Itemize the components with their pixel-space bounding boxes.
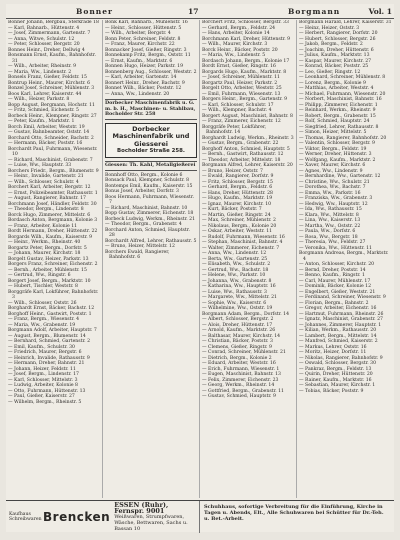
directory-entry: Bordasch Johann, Bergm., Kolonie 17 [202, 58, 290, 64]
directory-entry: — Fritz, Schlosser, Bergstr. 15 [202, 179, 273, 185]
directory-entry: — Theodor, Bergm., Grabenstr. 4 [105, 222, 182, 228]
directory-entry: — Matthias, Arbeiter, Weststr. 4 [299, 86, 374, 91]
directory-entry: — Lorenz, Bergm., Kolonie 9 [299, 80, 366, 86]
directory-entry: — Wilhelmine, Ww., Oststr. 19 [202, 306, 273, 311]
directory-entry: — Luise, Ww., Rathausstr. 3 [202, 289, 267, 295]
directory-entry: — Philipp, Zimmerer, Eichenstr. 1 [299, 102, 378, 108]
directory-entry: — Johann, Heizer, Feldstr. 11 [8, 366, 76, 372]
directory-entry: — Hubert, Tischler, Weststr. 8 [8, 284, 78, 289]
directory-entry: Borgert August, Maschinist, Bahnstr. 8 [202, 113, 293, 119]
directory-entry: — Wilh., Schlosser, Schulstr. 4 [8, 179, 79, 185]
directory-entry: Bonnenberg Aug., Schlosser, Weststr. 2 [105, 69, 197, 75]
directory-entry: — Dorothea, Ww., Bachstr. 7 [299, 185, 366, 190]
directory-entry: — Franziska, Ww., Grabenstr. 3 [299, 196, 373, 201]
header-left-name: Bonner [76, 7, 113, 16]
directory-entry: — Sebastian, Maurer, Kirchstr. 1 [299, 383, 376, 388]
directory-entry: — Fritz, Schmied, Eichenstr. 5 [8, 108, 79, 113]
directory-entry: Bontemps Emil, Kaufm., Kaiserstr. 15 [105, 183, 193, 189]
directory-entry: — Gustav, Bahnbeamter, Oststr. 14 [8, 130, 90, 135]
directory-entry: — Eugen, Maschinist, Bahnstr. 13 [202, 372, 281, 377]
directory-entry: — Pankraz, Bergm., Feldstr. 13 [299, 366, 372, 372]
column-2 [103, 20, 200, 498]
directory-entry: — Josef, Schreiner, Mühlenstr. 11 [202, 75, 280, 80]
directory-entry: Bonnert Heinr., Dreher, Bachstr. 9 [105, 80, 185, 86]
directory-entry: — Karl, Bahnarb., Hüttenstr. 4 [8, 25, 80, 31]
directory-entry: — Ignatz, Maschinist, Grabenstr. 27 [299, 317, 383, 322]
directory-entry: — Norbert, Maschinist, Bahnstr. 16 [299, 97, 382, 102]
directory-entry: Bordt Hermann, Dreher, Hüttenstr. 22 [8, 229, 98, 234]
directory-entry: Bontrup Heinr., Maurer, Kirchstr. 6 [8, 80, 91, 86]
directory-entry: — Josef, Bergm., Lindenstr. 17 [8, 372, 79, 377]
directory-entry: — Bernhardine, Ww., Gartenstr. 12 [299, 174, 381, 179]
directory-entry: Borchers Friedr., Bergm., Blumenstr. 9 [8, 168, 99, 174]
directory-entry: Bonsack Paul, Klempner, Schulstr. 8 [105, 178, 190, 184]
directory-entry: — Richard, Maschinist, Grabenstr. 7 [8, 157, 93, 163]
directory-entry: — Karl, Arbeiter, Gartenstr. 14 [105, 75, 177, 80]
directory-entry: — Viktor, Bergm., Feldstr. 19 [299, 146, 367, 152]
directory-entry: Borchardt Paul, Fuhrmann, Wiesenstr. 10 [8, 146, 98, 157]
directory-entry: Bonsmann Ernst, Kaufm., Bahnhofstr. 31 [8, 53, 96, 64]
directory-entry: — Veronika, Ww., Hüttenstr. 11 [299, 245, 372, 251]
directory-entry: Borghoff Heinr., Gastwirt, Poststr. 1 [8, 311, 92, 317]
directory-entry: — Xaver, Maurer, Kirchstr. 6 [299, 163, 366, 168]
directory-entry: — Wilhelm, Bergm., Rheinstr. 5 [8, 399, 82, 405]
directory-entry: — Florian, Bergm., Bahnstr. 2 [299, 300, 369, 306]
directory-entry: Bonk Karl, Bahnarb., Mühlenstr. 16 [105, 20, 188, 25]
directory-entry: Borghardt Ludwig, Werkm., Rheinstr. 3 [202, 135, 294, 141]
directory-entry: Borgmann Adolf, Arbeiter, Hauptstr. 7 [8, 328, 97, 333]
ad-company-address: Bocholder Straße 258. [117, 148, 185, 155]
directory-entry: — Bruno, Heizer, Oststr. 7 [202, 168, 263, 174]
directory-entry: — Helene, Ww., Parkstr. 10 [202, 273, 266, 278]
directory-entry: Bopp August, Bergmann, Hochstr. 11 [8, 102, 95, 108]
directory-entry: Borgartz Peter, Bergm., Dorfstr. 5 [8, 245, 87, 251]
directory-entry: — Johann, Maurer, Kirchstr. 18 [8, 251, 81, 256]
directory-entry: — Martha, Ww., Oststr. 22 [299, 223, 361, 229]
directory-entry: — Karl, Schlosser, Mittelstr. 3 [8, 377, 78, 383]
directory-entry: — Eduard, Arbeiter, Weststr. 16 [202, 361, 276, 366]
directory-entry: — Heinr., Invalide, Gartenstr. 21 [8, 174, 84, 179]
directory-entry: Borgards Hugo, Kaufm., Marktstr. 8 [202, 69, 287, 75]
directory-entry: — Leo, Gießer, Ringstr. 12 [299, 69, 361, 75]
directory-entry: — Benno, Kaufm., Ringstr. 1 [299, 273, 365, 278]
directory-entry: Bonnacker Josef, Gießer, Ringstr. 3 [105, 47, 187, 53]
directory-entry: — Gerhard, Bergm., Feldstr. 24 [202, 25, 276, 31]
directory-entry: — Ernst, Polizeibeamter, Rathausstr. 1 [8, 190, 98, 196]
directory-entry: — Gustav, Bergm., Grabenstr. 22 [202, 141, 279, 146]
directory-entry: — Oskar, Arbeiter, Weststr. 11 [202, 229, 273, 234]
directory-entry: — Maria, Ww., Grabenstr. 19 [8, 322, 76, 328]
directory-entry: — Julius, Kaufm., Marktstr. 13 [299, 53, 370, 58]
directory-entry: — Clemens, Gießer, Ringstr. 9 [202, 344, 272, 350]
directory-entry: — Ludwig, Arbeiter, Kolonie 8 [8, 383, 78, 388]
advertisement-footer [6, 500, 394, 533]
directory-entry: — Hubert, Schlosser, Bergstr. 26 [299, 36, 376, 42]
directory-entry: Borgmann Adam, Bergm., Dorfstr. 14 [202, 311, 289, 317]
directory-entry: — Arnold, Kaufm., Marktstr. 26 [202, 328, 276, 333]
directory-entry: Borgelt Otto, Arbeiter, Weststr. 25 [202, 86, 282, 91]
directory-entry: — Thomas, Rangierer, Bahnhofstr. 20 [299, 135, 387, 141]
directory-entry: Borchard Otto, Schneider, Bachstr. 2 [8, 135, 94, 141]
directory-entry: Bonnhoff Otto, Bergm., Kolonie 6 [105, 172, 183, 178]
directory-entry: Borghardt Ernst, Bäcker, Bachstr. 12 [8, 306, 95, 311]
directory-entry: — August, Bergm., Blumenstr. 14 [8, 333, 86, 339]
directory-entry: — Wolfgang, Kaufm., Marktstr. 2 [299, 157, 376, 163]
directory-entry: Borgmann Alfred, Lehrer, Kaiserstr. 20 [202, 163, 293, 168]
directory-entry: — Agnes, Ww., Lindenstr. 9 [299, 168, 363, 174]
directory-entry: Borchert Fritz, Schlosser, Bergstr. 33 [202, 20, 289, 25]
directory-entry: — Georg, Werkm., Rheinstr. 14 [202, 383, 275, 388]
directory-entry: Borchard Anton, Schmied, Hauptstr. 28 [105, 227, 190, 239]
directory-entry: — Gertrud, Ww., Bachstr. 18 [202, 267, 269, 273]
directory-entry: Bonnen Hugo, Heizer, Parkstr. 19 [105, 64, 183, 69]
boxed-advertisement [105, 123, 197, 159]
footer-ad-city-phone: ESSEN (Ruhr), Fernspr. 9001 [114, 501, 169, 515]
directory-entry: — Paula, Ww., Dorfstr. 6 [299, 229, 356, 234]
directory-entry: — Markus, Lehrer, Oststr. 16 [299, 344, 367, 350]
directory-entry: — Heinrich, Invalide, Rathausstr. 9 [8, 355, 90, 361]
directory-entry: — Hans, Dreher, Hüttenstr. 28 [202, 190, 273, 196]
directory-entry: — Hartmut, Fuhrmann, Rheinstr. 26 [299, 311, 384, 317]
directory-entry: — Josef, Zimmermann, Gartenstr. 7 [8, 31, 91, 36]
directory-entry: Bonsels Franz, Gießer, Feldstr. 15 [8, 75, 87, 80]
directory-entry: — Joachim, Dreher, Hüttenstr. 6 [299, 47, 374, 53]
directory-entry: Borgmann Harald, Lehrer, Kaiserstr. 31 [299, 20, 392, 25]
directory-entry: — Walter, Zimmerer, Eichenstr. 7 [202, 245, 280, 251]
directory-entry: — Theodor, Bergm., Lindenstr. 8 [8, 207, 84, 212]
directory-entry: Borchers Ewald, Rangierer, Bahnhofstr. 6 [105, 249, 170, 261]
directory-entry: — Katharina, Ww., Hauptstr. 16 [202, 284, 276, 289]
directory-entry: Borgartz Paul, Heizer, Parkstr. 2 [202, 80, 278, 86]
directory-entry: — Franz, Bergm., Wiesenstr. 4 [8, 317, 80, 322]
page-header [6, 4, 394, 19]
directory-entry: — Robert, Bergm., Grabenstr. 15 [299, 113, 376, 119]
directory-entry: — Maria, Ww., Lindenstr. 5 [202, 53, 266, 58]
directory-entry: — Werner, Dreher, Hüttenstr. 3 [299, 152, 372, 157]
directory-entry: — Bruno, Heizer, Mittelstr. 12 [105, 244, 175, 250]
directory-entry: — Nikolas, Rangierer, Bahnhofstr. 9 [299, 355, 383, 361]
directory-entry: — August, Rangierer, Bahnstr. 17 [8, 196, 86, 201]
directory-entry: — Wilh., Arbeiter, Bergstr. 4 [105, 31, 171, 36]
directory-entry: — Hermann, Dreher, Bahnstr. 21 [8, 361, 85, 366]
directory-entry: — Dietrich, Bergm., Kolonie 2 [202, 355, 272, 361]
directory-entry: — Anton, Schlosser, Kirchstr. 20 [299, 262, 375, 267]
directory-entry: — Wilh., Arbeiter, Rheinstr. 9 [8, 64, 77, 69]
directory-entry: — Maria, Ww., Lindenstr. 2 [8, 69, 72, 75]
directory-entry: — Simon, Heizer, Mittelstr. 5 [299, 130, 367, 135]
directory-entry: — Siegfried, Lehrer, Rathausstr. 8 [299, 124, 379, 130]
directory-entry: — Rainer, Kaufm., Marktstr. 16 [299, 377, 372, 383]
directory-entry: — Lina, Ww., Kaiserstr. 13 [299, 218, 361, 223]
directory-entry: Borgmann Andreas, Bergm., Marktstr. 4 [299, 251, 389, 262]
directory-entry: Borgelt Gustav, Heizer, Parkstr. 13 [8, 256, 89, 262]
directory-entry: Borggräfe Peter, Lokführer, Bahnhofstr. 14 [202, 124, 267, 135]
directory-entry: — Hugo, Kaufm., Marktstr. 19 [202, 196, 273, 201]
directory-entry: — Stephan, Maschinist, Bahnstr. 4 [202, 240, 283, 245]
directory-entry: — Sophie, Ww., Kaiserstr. 6 [202, 300, 267, 306]
directory-entry: — Wilh., Schlosser, Oststr. 26 [8, 300, 77, 306]
directory-entry: — Albert, Schlosser, Bergstr. 2 [202, 317, 274, 322]
page-number: 17 [188, 7, 199, 16]
directory-entry: — Jakob, Bergm., Feldstr. 2 [299, 42, 363, 47]
directory-entry: — Bernhard, Schmied, Gartenstr. 2 [8, 339, 91, 344]
directory-entry: — Carl, Maurer, Mühlenstr. 17 [299, 278, 371, 284]
directory-entry: Borbeck Heinr., Klempner, Ringstr. 27 [8, 113, 97, 119]
header-right-name: Borgmann [288, 7, 341, 16]
inline-advertisement: Giessen: Th. Kahl, Metallgießerei [105, 161, 197, 171]
directory-entry: Borggräfe Karl, Lokführer, Bahnhofstr. 3 [8, 289, 99, 300]
directory-entry: — Margarete, Ww., Mittelstr. 21 [202, 295, 277, 300]
directory-entry: — Luise, Ww., Hauptstr. 33 [8, 163, 72, 168]
directory-entry: — Leonhard, Schreiner, Mühlenstr. 8 [299, 75, 386, 80]
directory-entry: — Ernst, Kaufm., Marktstr. 6 [105, 58, 173, 64]
directory-entry: — Felix, Zimmerer, Eichenstr. 23 [202, 377, 279, 383]
footer-ad-address [114, 502, 196, 532]
directory-entry: — Franz, Zimmerer, Eichenstr. 12 [202, 119, 281, 124]
directory-entry: Borghoff Anton, Schmied, Hauptstr. 5 [202, 146, 290, 152]
directory-entry: — Rosa, Ww., Bergstr. 18 [299, 234, 358, 240]
footer-ad-right: Schuhhaus, sofortige Verbreitung für die Einführung, Kirche in Tagen u. Abends, Elt., Alle Schuhwaren bei Schütter für Dr.-Teh. u. Bet.-Arbeit. [204, 504, 384, 523]
directory-entry: Bonner Johann, Bergbau, Sterkrade 18 [8, 20, 99, 25]
directory-entry: Bordasch Anton, Bergmann, Kolonie 3 [8, 218, 98, 223]
directory-entry: — Peter, Schlosser, Bergstr. 20 [8, 42, 80, 47]
directory-entry: Bonus Josef, Arbeiter, Dorfstr. 3 [105, 189, 179, 195]
ad-company-name: Dorbecker Maschinenfabrik und Giesserei [112, 124, 190, 148]
directory-entry: Bonzel Josef, Schreiner, Mühlenstr. 3 [8, 86, 95, 91]
directory-entry: — Klara, Ww., Mittelstr. 8 [299, 212, 359, 218]
directory-entry: — Gustav, Schmied, Hauptstr. 9 [202, 394, 276, 399]
directory-entry: — Franz, Arbeiter, Kolonie 11 [8, 223, 78, 229]
directory-entry: — Kaspar, Maurer, Kirchstr. 27 [299, 58, 372, 64]
directory-entry: — Quirin, Dreher, Hüttenstr. 20 [299, 372, 373, 377]
footer-ad-left [6, 501, 200, 533]
directory-entry: — Balthasar, Maurer, Kirchstr. 14 [202, 333, 281, 339]
column-1 [6, 20, 103, 498]
footer-ad-small-text: Kaufhaus Schreibwaren [9, 511, 42, 522]
directory-entry: — Rudolf, Fuhrmann, Wiesenstr. 16 [202, 234, 285, 240]
directory-entry: — Michael, Fuhrmann, Wiesenstr. 20 [299, 91, 386, 97]
directory-entry: — Manfred, Schmied, Kaiserstr. 2 [299, 339, 378, 344]
directory-entry: — Hedwig, Ww., Hauptstr. 12 [299, 201, 368, 207]
directory-entry: — Franz, Maurer, Kirchstr. 22 [105, 42, 175, 47]
directory-entry: Boos Karl, Lehrer, Kaiserstr. 44 [8, 91, 82, 97]
inline-advertisement: Dorbecker Maschinenfabrik u. G. m. b. H., Maschinen- u. Stahlbau, Bocholder Str. 258 [105, 99, 197, 120]
directory-entry: Bopp Gustav, Zimmerer, Eichenstr. 18 [105, 211, 194, 217]
directory-entry: — Johanna, Ww., Grabenstr. 8 [202, 278, 272, 284]
directory-entry: — Gottfried, Bergm., Grabenstr. 11 [202, 388, 284, 394]
directory-entry: — Elisabeth, Ww., Schulstr. 2 [202, 262, 271, 267]
directory-entry: — Oswald, Schlosser, Bergstr. 30 [299, 361, 377, 366]
directory-entry: Borchmann Karl, Dreher, Hüttenstr. 9 [202, 36, 291, 42]
directory-entry: Bonnekamp Fritz, Bergm., Oststr. 11 [105, 53, 191, 58]
directory-entry: — Heinz, Heizer, Oststr. 3 [299, 25, 360, 31]
directory-entry: Borck Heinr., Bäcker, Poststr. 20 [202, 47, 278, 53]
directory-entry: Borchardt Alfred, Lehrer, Rathausstr. 5 [105, 238, 197, 244]
directory-entry: — Friedrich, Maurer, Bergstr. 6 [8, 350, 82, 355]
directory-entry: Borgards Wilh., Kaufm., Kaiserstr. 9 [8, 234, 93, 240]
directory-entry: — Reinhard, Werkm., Rheinstr. 9 [299, 108, 376, 113]
directory-entry: — Christian, Bäcker, Poststr. 3 [202, 339, 273, 344]
directory-entry: — Karl, Schlosser, Schulstr. 17 [202, 102, 274, 108]
directory-entry: Borbeck Ludwig, Werkm., Rheinstr. 21 [105, 216, 196, 222]
directory-entry: — Ignaz, Maurer, Kirchstr. 10 [202, 201, 272, 207]
directory-entry: — Nikolaus, Bergm., Kolonie 20 [202, 223, 277, 229]
directory-entry: — Gregor, Arbeiter, Eichenstr. 16 [299, 306, 377, 311]
directory-entry: — Herbert, Rangierer, Dorfstr. 20 [299, 31, 378, 36]
directory-entry: — Valentin, Schlosser, Bergstr. 9 [299, 141, 375, 146]
directory-entry: — Heinr., Schlosser, Hüttenstr. 5 [105, 25, 182, 31]
directory-entry: — Hermann, Bäcker, Poststr. 16 [8, 141, 83, 146]
directory-entry: — Wilh., Heizer, Parkstr. 8 [8, 97, 70, 102]
footer-ad-goods: Weißwaren, Strumpfwaren, Wäsche, Bettwaren, Sachs u. Bassan 10 [114, 514, 188, 532]
directory-entry: Bordt Ernst, Gießer, Ringstr. 16 [202, 64, 276, 69]
directory-entry: — Bernh., Arbeiter, Mühlenstr. 15 [8, 267, 87, 273]
directory-entry: Borchert Karl, Arbeiter, Bergstr. 12 [8, 185, 91, 190]
directory-entry: Borch Emil, Arbeiter, Weststr. 19 [8, 124, 85, 130]
directory-entry: — Max, Schreiner, Mühlenstr. 2 [202, 218, 276, 223]
directory-entry: — Emil, Fuhrmann, Wiesenstr. 13 [202, 91, 281, 97]
directory-entry: — Moritz, Heizer, Dorfstr. 11 [299, 350, 367, 355]
directory-entry: Borck Hugo, Zimmerer, Mittelstr. 6 [8, 212, 91, 218]
directory-entry: Bonn Peter, Schreiner, Feldstr. 8 [105, 36, 181, 42]
directory-entry: — Theodor, Arbeiter, Mittelstr. 18 [202, 157, 281, 163]
directory-entry: — Theresia, Ww., Feldstr. 27 [299, 240, 366, 245]
footer-brand-name: Brencken [43, 510, 111, 524]
directory-entry: — Erich, Fuhrmann, Wiesenstr. 1 [202, 366, 280, 372]
directory-entry: — Gertrud, Ww., Ringstr. 6 [8, 273, 71, 278]
directory-entry: — Bernd, Dreher, Poststr. 14 [299, 267, 366, 273]
directory-entry: Borchmann Josef, Händler, Feldstr. 30 [8, 201, 97, 207]
directory-entry: — Kilian, Werkm., Rathausstr. 20 [299, 328, 377, 333]
directory-entry: — Ferdinand, Schreiner, Wiesenstr. 9 [299, 295, 386, 300]
directory-entry: — Ida, Ww., Rathausstr. 15 [299, 207, 362, 212]
directory-entry: — Konrad, Bäcker, Poststr. 25 [299, 64, 369, 69]
directory-entry: — Peter, Kaufm., Marktstr. 1 [8, 119, 75, 124]
directory-entry: — Gerhard, Bergm., Feldstr. 6 [202, 185, 273, 190]
directory-entry: Bonnet Wilh., Bäcker, Poststr. 12 [105, 86, 182, 91]
directory-entry: — Wilh., Maurer, Kirchstr. 3 [202, 42, 268, 47]
directory-entry: — Kurt, Bäcker, Poststr. 7 [202, 207, 262, 212]
directory-entry: — Anna, Ww., Lindenstr. 20 [105, 91, 170, 97]
directory-entry: — Hans, Arbeiter, Kolonie 14 [202, 31, 270, 36]
directory-entry: Borgert Josef, Bergm., Marktstr. 10 [8, 278, 91, 284]
directory-columns [6, 20, 394, 498]
directory-entry: — Paul, Gießer, Kaiserstr. 27 [8, 394, 75, 399]
directory-entry: — Emil, Kaufm., Schulstr. 30 [8, 344, 75, 350]
directory-entry: — Bernh., Gastwirt, Rathausstr. 12 [202, 152, 284, 157]
volume-label: Vol. 1 [368, 7, 392, 16]
directory-entry: — Christine, Ww., Schulstr. 21 [299, 179, 370, 185]
directory-entry: — Ewald, Rangierer, Dorfstr. 9 [202, 174, 274, 179]
column-4 [297, 20, 394, 498]
column-3 [200, 20, 297, 498]
directory-entry: — Richard, Maschinist, Bahnstr. 10 [105, 205, 188, 211]
directory-entry: — Alois, Dreher, Hüttenstr. 17 [202, 322, 273, 328]
directory-entry: — Wilh., Klempner, Bachstr. 4 [202, 108, 272, 113]
directory-entry: — Anna, Witwe, Schulstr. 12 [8, 36, 75, 42]
directory-page [6, 4, 394, 532]
directory-entry: — Engelbert, Gießer, Weststr. 21 [299, 289, 376, 295]
directory-entry: Bonnes Heinr., Dreher, Dellwig 4 [8, 47, 85, 53]
directory-entry: — Anna, Ww., Lindenstr. 12 [202, 251, 267, 256]
directory-entry: — Heinr., Werkm., Rheinstr. 40 [8, 240, 81, 245]
directory-entry: Boos Hermann, Fuhrmann, Wiesenstr. 7 [105, 194, 195, 206]
directory-entry: — Johannes, Zimmerer, Hauptstr. 1 [299, 322, 382, 328]
directory-entry: Borgers Franz, Schreiner, Eichenstr. 2 [8, 262, 98, 267]
directory-entry: Borgers Heinr., Bergm., Gartenstr. 9 [202, 97, 288, 102]
directory-entry: — Emma, Ww., Parkstr. 16 [299, 190, 361, 196]
directory-entry: — Otto, Fuhrmann, Hüttenstr. 13 [8, 388, 86, 394]
directory-entry: — Tobias, Bäcker, Poststr. 9 [299, 388, 364, 394]
directory-entry: — Lambert, Bergm., Mittelstr. 14 [299, 333, 377, 339]
directory-entry: — Conrad, Schreiner, Mühlenstr. 21 [202, 350, 286, 355]
directory-entry: — Martin, Gießer, Ringstr. 24 [202, 212, 271, 218]
directory-entry: — Rolf, Schmied, Hauptstr. 24 [299, 119, 370, 124]
directory-entry: — Berta, Ww., Gartenstr. 25 [202, 256, 268, 262]
directory-entry: — Dominik, Bäcker, Kolonie 12 [299, 284, 372, 289]
